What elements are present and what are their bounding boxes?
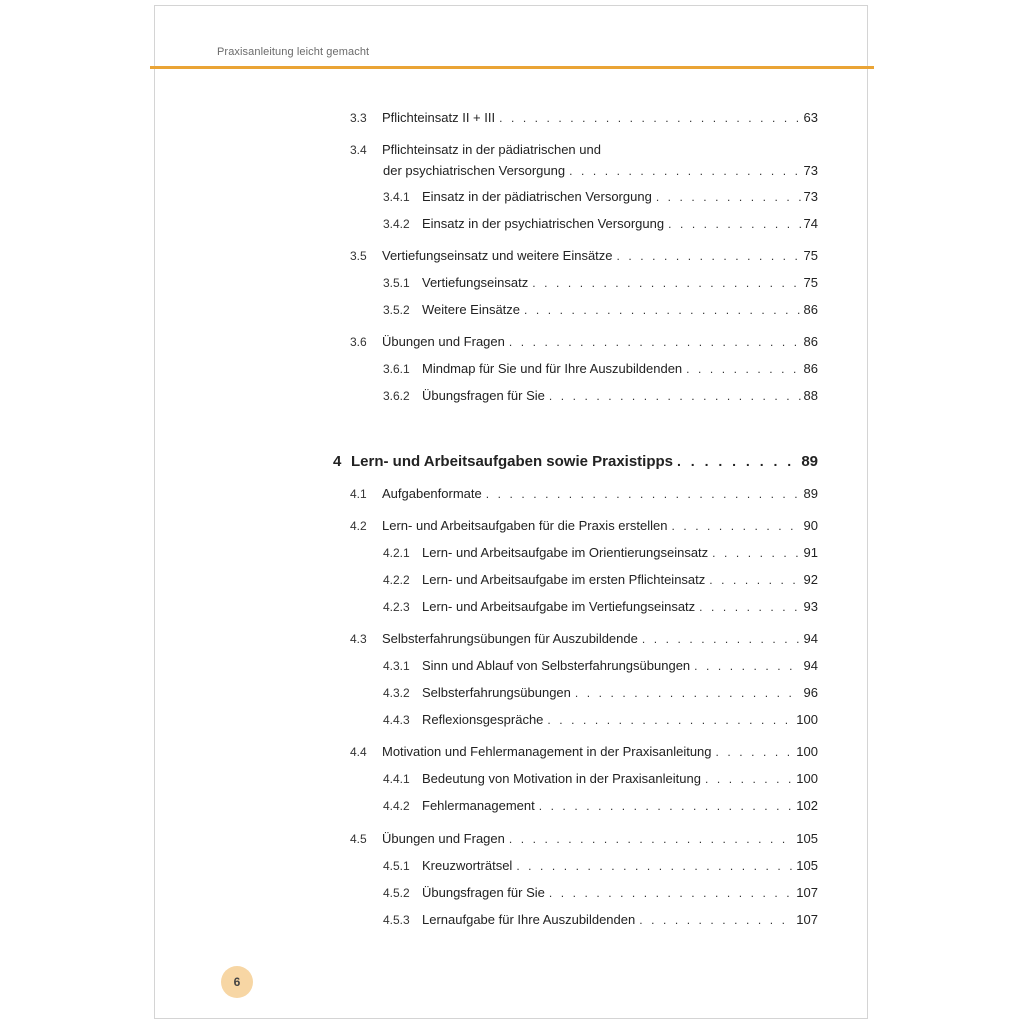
toc-number: 3.6.1 xyxy=(383,362,410,376)
toc-number: 3.3 xyxy=(350,111,367,125)
toc-number: 4.3.1 xyxy=(383,659,410,673)
toc-title: Bedeutung von Motivation in der Praxisanleitung xyxy=(422,771,701,786)
toc-page: 90 xyxy=(803,518,818,533)
toc-number: 4.4 xyxy=(350,745,367,759)
toc-entry-3-3[interactable] xyxy=(350,110,818,126)
running-title: Praxisanleitung leicht gemacht xyxy=(217,46,370,58)
toc-page: 63 xyxy=(803,110,818,125)
dot-leader xyxy=(499,110,800,126)
toc-page: 93 xyxy=(803,599,818,614)
toc-title: Lern- und Arbeitsaufgabe im Vertiefungseinsatz xyxy=(422,599,696,614)
toc-number: 4.3.2 xyxy=(383,686,410,700)
toc-title: Weitere Einsätze xyxy=(422,302,521,317)
dot-leader xyxy=(524,302,801,318)
dot-leader xyxy=(516,858,793,874)
dot-leader xyxy=(509,831,793,847)
toc-title: Selbsterfahrungsübungen xyxy=(422,685,571,700)
toc-page: 100 xyxy=(796,712,818,727)
toc-entry-4-5[interactable] xyxy=(350,831,818,847)
toc-page: 102 xyxy=(796,798,818,813)
toc-entry-3-4-2[interactable] xyxy=(383,216,818,232)
toc-entry-4-5-1[interactable] xyxy=(383,858,818,874)
toc-number: 4.4.2 xyxy=(383,799,410,813)
toc-title: Übungsfragen für Sie xyxy=(422,388,545,403)
toc-page: 107 xyxy=(796,885,818,900)
toc-number: 4.4.3 xyxy=(383,713,410,727)
toc-entry-4-5-2[interactable] xyxy=(383,885,818,901)
toc-title: Lern- und Arbeitsaufgabe im Orientierungseinsatz xyxy=(422,545,709,560)
toc-entry-4-4-2[interactable] xyxy=(383,798,818,814)
toc-page: 86 xyxy=(803,302,818,317)
toc-title: Kreuzworträtsel xyxy=(422,858,513,873)
toc-number: 4.4.1 xyxy=(383,772,410,786)
dot-leader xyxy=(677,452,798,470)
toc-number: 3.6.2 xyxy=(383,389,410,403)
toc-chapter-number: 4 xyxy=(333,453,342,470)
toc-title: Aufgabenformate xyxy=(382,486,482,501)
toc-title-line1: Pflichteinsatz in der pädiatrischen und xyxy=(382,142,601,157)
toc-number: 4.2.1 xyxy=(383,546,410,560)
toc-entry-4-3-2[interactable] xyxy=(383,685,818,701)
toc-number: 3.6 xyxy=(350,335,367,349)
dot-leader xyxy=(547,712,793,728)
toc-number: 4.5.3 xyxy=(383,913,410,927)
toc-page: 73 xyxy=(803,189,818,204)
toc-entry-4-4[interactable] xyxy=(350,744,818,760)
dot-leader xyxy=(509,334,801,350)
toc-entry-3-4-cont[interactable] xyxy=(383,163,818,179)
toc-entry-4-4-1[interactable] xyxy=(383,771,818,787)
toc-page: 86 xyxy=(803,334,818,349)
toc-number: 4.1 xyxy=(350,487,367,501)
toc-title: Lern- und Arbeitsaufgabe im ersten Pflichteinsatz xyxy=(422,572,706,587)
toc-entry-3-4[interactable] xyxy=(350,142,601,158)
page-number-badge xyxy=(221,966,253,998)
dot-leader xyxy=(699,599,800,615)
toc-title: Sinn und Ablauf von Selbsterfahrungsübungen xyxy=(422,658,691,673)
dot-leader xyxy=(705,771,793,787)
dot-leader xyxy=(656,189,801,205)
toc-page: 86 xyxy=(803,361,818,376)
toc-title: Mindmap für Sie und für Ihre Auszubildenden xyxy=(422,361,683,376)
dot-leader xyxy=(639,912,793,928)
toc-page: 94 xyxy=(803,658,818,673)
toc-page: 100 xyxy=(796,744,818,759)
toc-page: 100 xyxy=(796,771,818,786)
toc-page: 105 xyxy=(796,858,818,873)
toc-number: 4.2.2 xyxy=(383,573,410,587)
dot-leader xyxy=(716,744,794,760)
dot-leader xyxy=(686,361,800,377)
toc-page: 94 xyxy=(803,631,818,646)
toc-number: 3.5 xyxy=(350,249,367,263)
toc-page: 73 xyxy=(803,163,818,178)
dot-leader xyxy=(642,631,801,647)
toc-title: Reflexionsgespräche xyxy=(422,712,544,727)
toc-number: 4.3 xyxy=(350,632,367,646)
dot-leader xyxy=(694,658,800,674)
toc-page: 107 xyxy=(796,912,818,927)
page-number: 6 xyxy=(233,975,241,989)
toc-chapter-4[interactable] xyxy=(333,452,818,471)
dot-leader xyxy=(709,572,800,588)
toc-title: Fehlermanagement xyxy=(422,798,535,813)
toc-page: 88 xyxy=(803,388,818,403)
toc-page: 91 xyxy=(803,545,818,560)
toc-entry-4-2[interactable] xyxy=(350,518,818,534)
toc-number: 4.5.1 xyxy=(383,859,410,873)
dot-leader xyxy=(569,163,800,179)
toc-number: 4.5.2 xyxy=(383,886,410,900)
toc-entry-4-2-2[interactable] xyxy=(383,572,818,588)
toc-number: 4.2 xyxy=(350,519,367,533)
toc-entry-4-5-3[interactable] xyxy=(383,912,818,928)
dot-leader xyxy=(575,685,801,701)
toc-title: Lernaufgabe für Ihre Auszubildenden xyxy=(422,912,636,927)
toc-page: 96 xyxy=(803,685,818,700)
toc-number: 3.5.2 xyxy=(383,303,410,317)
toc-title: Einsatz in der psychiatrischen Versorgung xyxy=(422,216,665,231)
toc-entry-4-4-3[interactable] xyxy=(383,712,818,728)
toc-title: Übungen und Fragen xyxy=(382,831,505,846)
toc-entry-3-5-2[interactable] xyxy=(383,302,818,318)
toc-entry-3-6[interactable] xyxy=(350,334,818,350)
dot-leader xyxy=(549,885,793,901)
toc-number: 3.4.2 xyxy=(383,217,410,231)
toc-entry-4-2-1[interactable] xyxy=(383,545,818,561)
dot-leader xyxy=(617,248,801,264)
toc-title: Vertiefungseinsatz xyxy=(422,275,529,290)
toc-entry-3-5[interactable] xyxy=(350,248,818,264)
dot-leader xyxy=(712,545,800,561)
toc-entry-4-2-3[interactable] xyxy=(383,599,818,615)
toc-entry-4-3[interactable] xyxy=(350,631,818,647)
toc-page: 89 xyxy=(803,486,818,501)
toc-page: 92 xyxy=(803,572,818,587)
toc-number: 3.4.1 xyxy=(383,190,410,204)
toc-entry-3-6-2[interactable] xyxy=(383,388,818,404)
toc-number: 4.2.3 xyxy=(383,600,410,614)
toc-number: 4.5 xyxy=(350,832,367,846)
toc-entry-4-3-1[interactable] xyxy=(383,658,818,674)
toc-page: 74 xyxy=(803,216,818,231)
toc-chapter-title: Lern- und Arbeitsaufgaben sowie Praxistipps xyxy=(351,453,674,470)
toc-entry-4-1[interactable] xyxy=(350,486,818,502)
toc-title: Übungen und Fragen xyxy=(382,334,505,349)
toc-page: 75 xyxy=(803,248,818,263)
toc-entry-3-6-1[interactable] xyxy=(383,361,818,377)
toc-title: Übungsfragen für Sie xyxy=(422,885,545,900)
toc-number: 3.4 xyxy=(350,143,367,157)
dot-leader xyxy=(549,388,801,404)
dot-leader xyxy=(539,798,794,814)
toc-entry-3-4-1[interactable] xyxy=(383,189,818,205)
dot-leader xyxy=(668,216,800,232)
dot-leader xyxy=(671,518,800,534)
toc-page: 75 xyxy=(803,275,818,290)
toc-title: Vertiefungseinsatz und weitere Einsätze xyxy=(382,248,613,263)
dot-leader xyxy=(532,275,800,291)
toc-title-line2: der psychiatrischen Versorgung xyxy=(383,163,566,178)
toc-title: Einsatz in der pädiatrischen Versorgung xyxy=(422,189,652,204)
toc-title: Lern- und Arbeitsaufgaben für die Praxis erstellen xyxy=(382,518,668,533)
toc-entry-3-5-1[interactable] xyxy=(383,275,818,291)
dot-leader xyxy=(486,486,801,502)
toc-title: Motivation und Fehlermanagement in der Praxisanleitung xyxy=(382,744,712,759)
toc-title: Pflichteinsatz II + III xyxy=(382,110,496,125)
toc-page: 105 xyxy=(796,831,818,846)
toc-page: 89 xyxy=(801,453,818,470)
toc-title: Selbsterfahrungsübungen für Auszubildende xyxy=(382,631,638,646)
toc-number: 3.5.1 xyxy=(383,276,410,290)
